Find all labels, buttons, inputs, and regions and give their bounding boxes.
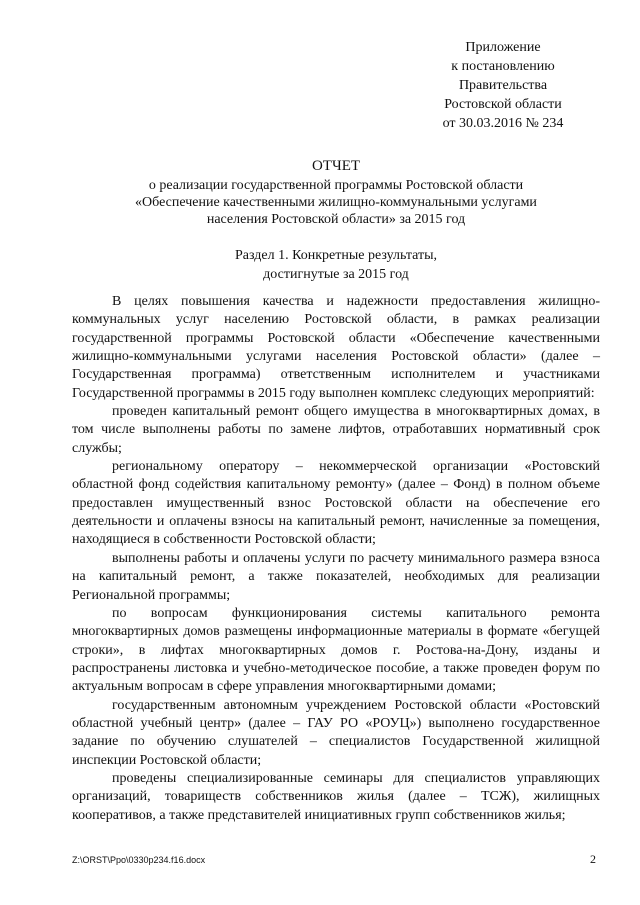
body-paragraph: государственным автономным учреждением Ростовской области «Ростовский областной учебный центр» (далее – ГАУ РО «РОУЦ») выполнено государственное задание по обучению слушателей – специалистов Государственной жилищной инспекции Ростовской области;	[72, 697, 600, 768]
section-heading	[72, 246, 600, 284]
appendix-line: к постановлению	[451, 59, 555, 74]
appendix-line: Приложение	[465, 40, 541, 55]
report-subtitle-line: о реализации государственной программы Ростовской области	[148, 178, 524, 193]
appendix-line: от 30.03.2016 № 234	[442, 116, 564, 131]
appendix-line: Ростовской области	[444, 97, 562, 112]
report-subtitle-line: «Обеспечение качественными жилищно-коммунальными услугами	[135, 195, 537, 210]
body-paragraph: проведены специализированные семинары для специалистов управляющих организаций, товариществ собственников жилья (далее – ТСЖ), жилищных кооперативов, а также представителей инициативных групп собственников жилья;	[72, 770, 600, 823]
report-title-block	[72, 158, 600, 228]
body-paragraph: В целях повышения качества и надежности предоставления жилищно-коммунальных услуг населению Ростовской области, в рамках реализации государственной программы Ростовской области «Обеспечение качественными жилищно-коммунальными услугами населения Ростовской области» (далее – Государственная программа) ответственным исполнителем и участниками Государственной программы в 2015 году выполнен комплекс следующих мероприятий:	[72, 294, 600, 401]
page-number: 2	[590, 852, 596, 866]
body-paragraph: по вопросам функционирования системы капитального ремонта многоквартирных домов размещены информационные материалы в формате «бегущей строки», в лифтах многоквартирных домов г. Ростова-на-Дону, изданы и распространены листовка и учебно-методическое пособие, а также проведен форум по актуальным вопросам в сфере управления многоквартирными домами;	[72, 605, 600, 695]
appendix-header	[380, 38, 626, 133]
appendix-line: Правительства	[458, 78, 548, 93]
section-heading-line: достигнутые за 2015 год	[263, 267, 409, 282]
report-subtitle-line: населения Ростовской области» за 2015 год	[206, 212, 466, 227]
body-paragraph: проведен капитальный ремонт общего имущества в многоквартирных домах, в том числе выполнены работы по замене лифтов, отработавших нормативный срок службы;	[72, 404, 600, 456]
body-paragraph: региональному оператору – некоммерческой организации «Ростовский областной фонд содействия капитальному ремонту» (далее – Фонд) в полном объеме предоставлен имущественный взнос Ростовской области на обеспечение его деятельности и оплачены взносы на капитальный ремонт, начисленные за помещения, находящиеся в собственности Ростовской области;	[72, 459, 600, 548]
section-heading-line: Раздел 1. Конкретные результаты,	[235, 248, 437, 263]
document-body	[72, 293, 600, 825]
report-title: ОТЧЕТ	[311, 158, 361, 174]
file-path: Z:\ORST\Ppo\0330p234.f16.docx	[72, 855, 206, 865]
body-paragraph: выполнены работы и оплачены услуги по расчету минимального размера взноса на капитальный ремонт, а также показателей, необходимых для реализации Региональной программы;	[72, 550, 600, 603]
